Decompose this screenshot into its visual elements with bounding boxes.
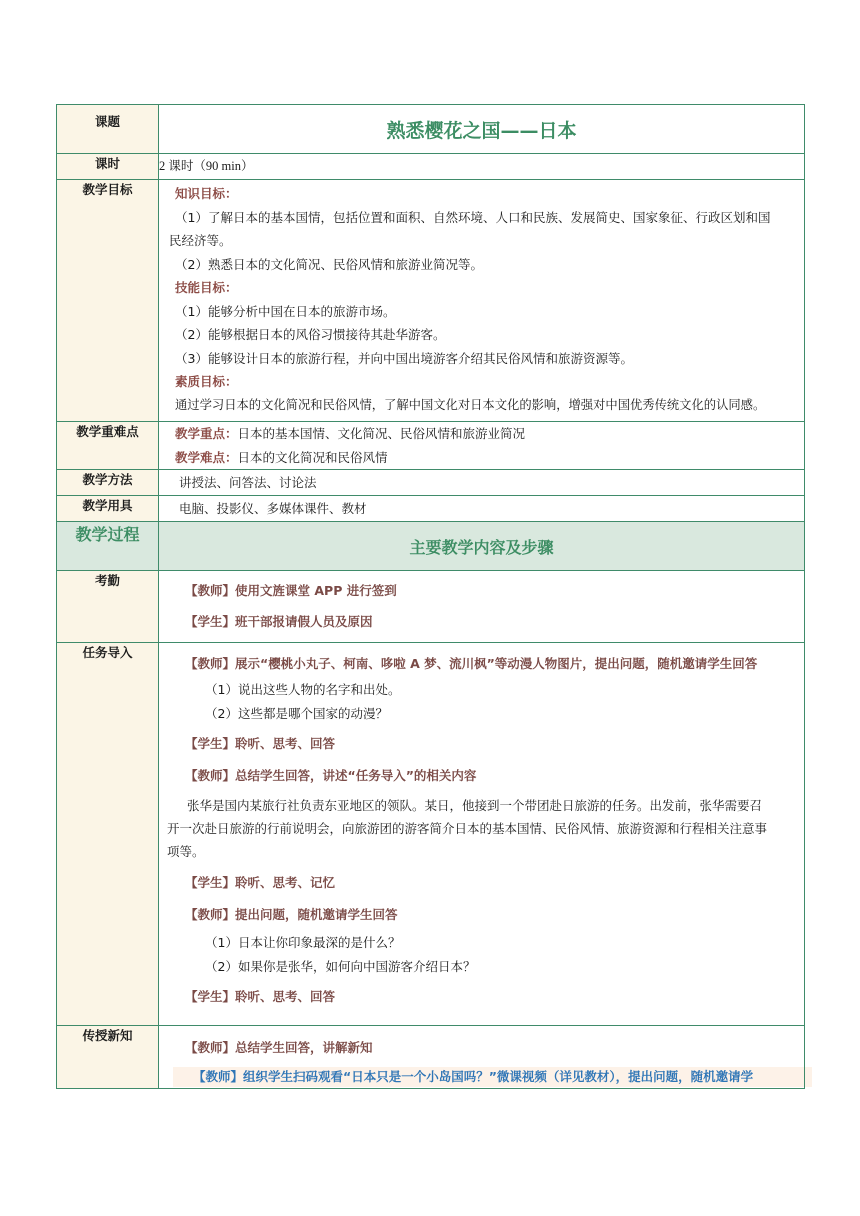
intro-question-4: （2）如果你是张华，如何向中国游客介绍日本？ <box>205 959 476 974</box>
intro-teacher-3: 【教师】提出问题，随机邀请学生回答 <box>185 907 398 922</box>
knowledge-item-1a: （1）了解日本的基本国情，包括位置和面积、自然环境、人口和民族、发展简史、国家象征、行政区划和国 <box>175 209 771 225</box>
difficulty-text: 日本的文化简况和民俗风情 <box>237 449 388 465</box>
quality-item-1: 通过学习日本的文化简况和民俗风情，了解中国文化对日本文化的影响，增强对中国优秀传统文化的认同感。 <box>175 397 766 412</box>
lesson-plan-table <box>56 104 805 1089</box>
row-attendance <box>57 571 805 643</box>
intro-story <box>167 794 804 863</box>
row-method <box>57 470 805 496</box>
attendance-student: 【学生】班干部报请假人员及原因 <box>185 614 373 629</box>
newknowledge-teacher-2: 【教师】组织学生扫码观看“日本只是一个小岛国吗？”微课视频（详见教材），提出问题，随机邀请学 <box>173 1067 812 1087</box>
intro-story-a: 张华是国内某旅行社负责东亚地区的领队。某日，他接到一个带团赴日旅游的任务。出发前，张华需要召 <box>187 798 763 813</box>
process-label: 教学过程 <box>57 522 159 571</box>
newknowledge-label: 传授新知 <box>57 1026 159 1089</box>
page-title: 熟悉樱花之国——日本 <box>159 105 805 154</box>
method-value: 讲授法、问答法、讨论法 <box>159 470 805 496</box>
method-label: 教学方法 <box>57 470 159 496</box>
attendance-label: 考勤 <box>57 571 159 643</box>
key-point-text: 日本的基本国情、文化简况、民俗风情和旅游业简况 <box>237 426 526 441</box>
attendance-content <box>159 571 805 643</box>
row-objectives <box>57 180 805 422</box>
key-point-heading: 教学重点： <box>175 426 238 441</box>
quality-heading: 素质目标： <box>175 374 238 389</box>
skill-item-3: （3）能够设计日本的旅游行程，并向中国出境游客介绍其民俗风情和旅游资源等。 <box>175 350 633 366</box>
intro-teacher-2: 【教师】总结学生回答，讲述“任务导入”的相关内容 <box>185 768 477 783</box>
row-keypoints <box>57 422 805 470</box>
newknowledge-content <box>159 1026 805 1089</box>
intro-teacher-1: 【教师】展示“樱桃小丸子、柯南、哆啦 A 梦、流川枫”等动漫人物图片，提出问题，随机邀请学生回答 <box>185 656 758 671</box>
knowledge-item-2: （2）熟悉日本的文化简况、民俗风情和旅游业简况等。 <box>175 256 483 272</box>
knowledge-item-1b: 民经济等。 <box>169 233 232 248</box>
intro-student-3: 【学生】聆听、思考、回答 <box>185 989 336 1004</box>
hours-value: 2 课时（90 min） <box>159 154 805 180</box>
difficulty-line <box>175 446 804 470</box>
skill-heading: 技能目标： <box>175 280 238 295</box>
row-topic <box>57 105 805 154</box>
intro-question-3: （1）日本让你印象最深的是什么？ <box>205 935 401 950</box>
objectives-content <box>159 180 805 422</box>
keypoints-content <box>159 422 805 470</box>
attendance-teacher: 【教师】使用文旌课堂 APP 进行签到 <box>185 583 397 598</box>
intro-question-2: （2）这些都是哪个国家的动漫？ <box>205 706 388 721</box>
topic-label: 课题 <box>57 105 159 154</box>
knowledge-heading: 知识目标： <box>175 186 238 201</box>
process-header: 主要教学内容及步骤 <box>159 522 805 571</box>
tools-label: 教学用具 <box>57 496 159 522</box>
intro-question-1: （1）说出这些人物的名字和出处。 <box>205 682 401 697</box>
hours-label: 课时 <box>57 154 159 180</box>
objectives-label: 教学目标 <box>57 180 159 422</box>
intro-story-c: 项等。 <box>167 844 205 859</box>
intro-student-2: 【学生】聆听、思考、记忆 <box>185 875 336 890</box>
difficulty-heading: 教学难点： <box>175 449 238 465</box>
intro-story-b: 开一次赴日旅游的行前说明会，向旅游团的游客简介日本的基本国情、民俗风情、旅游资源和行程相关注意事 <box>167 821 768 836</box>
row-intro <box>57 643 805 1026</box>
tools-value: 电脑、投影仪、多媒体课件、教材 <box>159 496 805 522</box>
intro-label: 任务导入 <box>57 643 159 1026</box>
keypoints-label: 教学重难点 <box>57 422 159 470</box>
intro-content <box>159 643 805 1026</box>
skill-item-1: （1）能够分析中国在日本的旅游市场。 <box>175 303 396 319</box>
intro-student-1: 【学生】聆听、思考、回答 <box>185 736 336 751</box>
newknowledge-teacher-1: 【教师】总结学生回答，讲解新知 <box>185 1040 373 1055</box>
row-hours <box>57 154 805 180</box>
row-tools <box>57 496 805 522</box>
row-newknowledge <box>57 1026 805 1089</box>
key-point-line <box>175 422 804 446</box>
skill-item-2: （2）能够根据日本的风俗习惯接待其赴华游客。 <box>175 327 446 342</box>
row-process-header <box>57 522 805 571</box>
